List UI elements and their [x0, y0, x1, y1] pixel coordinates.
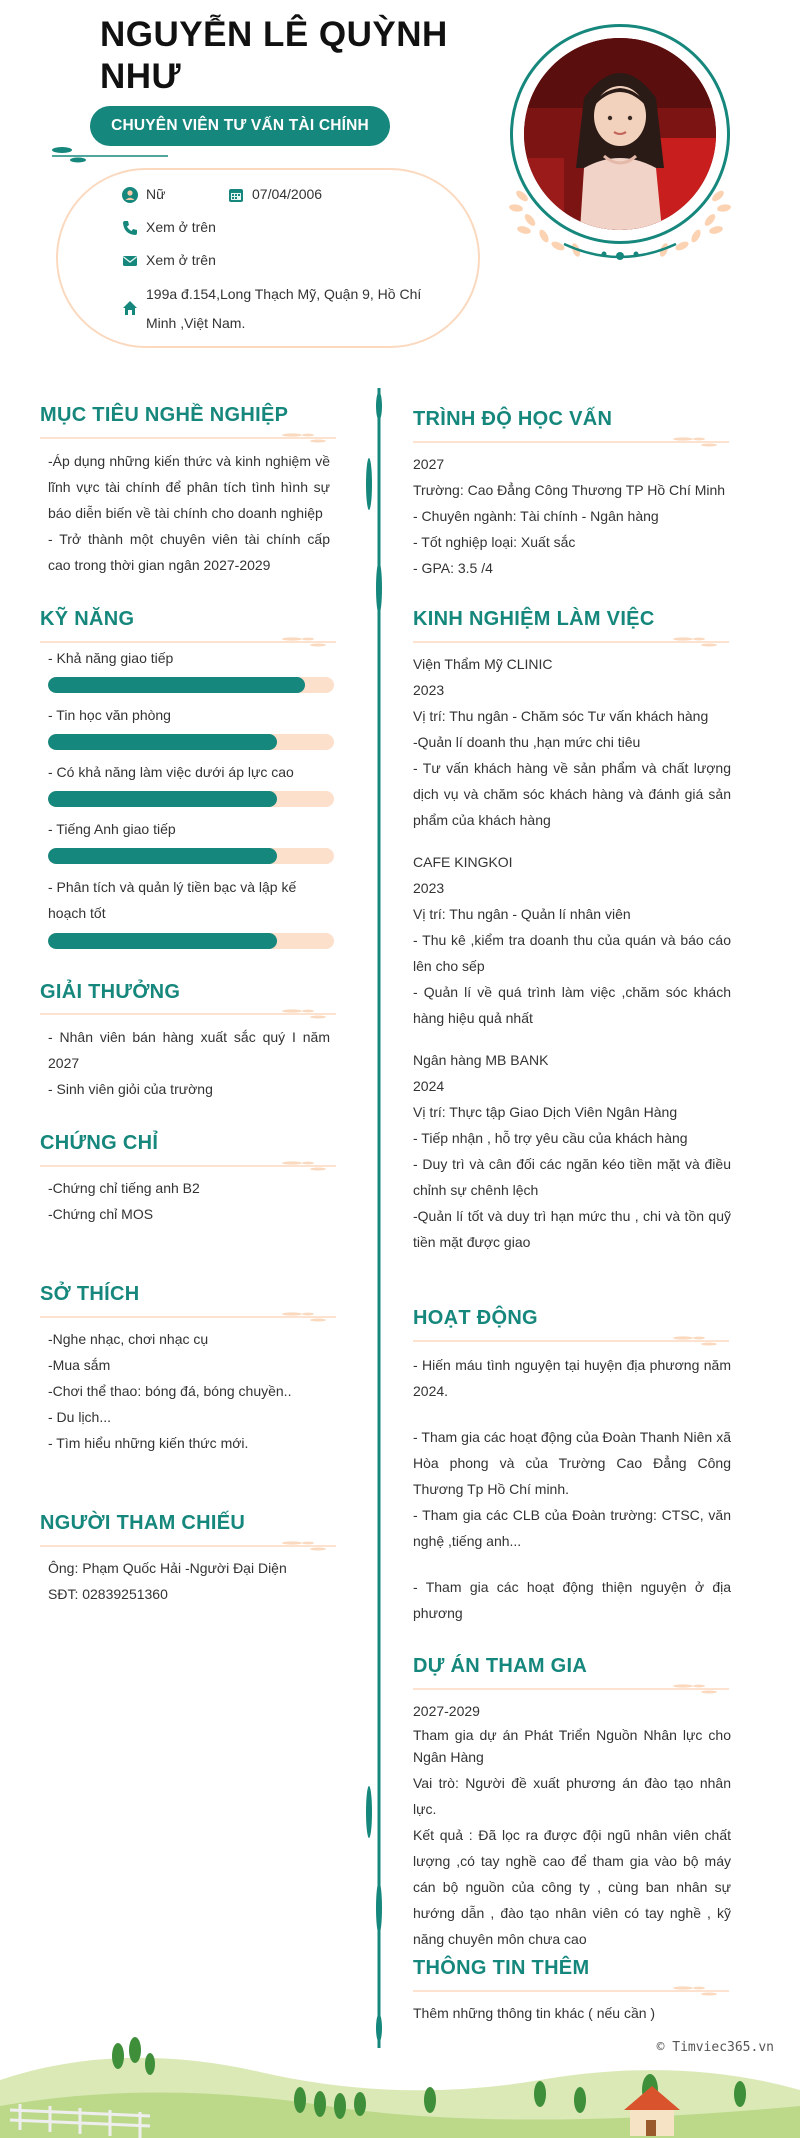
candidate-name: NGUYỄN LÊ QUỲNH NHƯ — [100, 15, 448, 96]
center-divider — [364, 388, 394, 2048]
activities-underline — [413, 1335, 729, 1347]
hobbies-underline — [40, 1311, 336, 1323]
objective-text — [48, 448, 330, 578]
skill-item — [48, 646, 334, 693]
certificates-underline — [40, 1160, 336, 1172]
job-detail: -Quản lí doanh thu ,hạn mức chi tiêu — [413, 734, 641, 750]
skill-item — [48, 760, 334, 807]
skill-fill — [48, 791, 277, 807]
award-line: - Nhân viên bán hàng xuất sắc quý I năm 2027 — [48, 1029, 330, 1071]
phone-icon — [122, 220, 138, 236]
reference-line: Ông: Phạm Quốc Hải -Người Đại Diện — [48, 1560, 287, 1576]
experience-title: KINH NGHIỆM LÀM VIỆC — [413, 608, 655, 630]
awards-title: GIẢI THƯỞNG — [40, 981, 181, 1003]
activity-line: - Tham gia các hoạt động thiện nguyện ở địa phương — [413, 1579, 731, 1621]
skill-bar — [48, 848, 334, 864]
phone-row — [122, 219, 216, 242]
reference-line: SĐT: 02839251360 — [48, 1586, 168, 1602]
extra-info-line: Thêm những thông tin khác ( nếu cần ) — [413, 2005, 656, 2021]
job-entry — [413, 651, 731, 833]
education-title: TRÌNH ĐỘ HỌC VẤN — [413, 408, 613, 430]
certificate-line: -Chứng chỉ tiếng anh B2 — [48, 1180, 200, 1196]
skills-title: KỸ NĂNG — [40, 608, 135, 630]
awards-underline — [40, 1008, 336, 1020]
activities-text — [413, 1352, 731, 1626]
certificates-text — [48, 1175, 330, 1227]
job-entry — [413, 1047, 731, 1255]
hobby-line: - Du lịch... — [48, 1409, 112, 1425]
birthdate-row — [228, 186, 322, 209]
skill-fill — [48, 848, 277, 864]
project-line: 2027-2029 — [413, 1703, 480, 1719]
hobby-line: - Tìm hiểu những kiến thức mới. — [48, 1435, 249, 1451]
site-credit: © Timviec365.vn — [656, 2040, 774, 2055]
skill-fill — [48, 677, 305, 693]
job-year: 2023 — [413, 880, 445, 896]
objective-title: MỤC TIÊU NGHỀ NGHIỆP — [40, 404, 289, 426]
activity-line: - Tham gia các hoạt động của Đoàn Thanh Niên xã Hòa phong và của Trường Cao Đẳng Công Thương Tp Hồ Chí minh. — [413, 1429, 731, 1497]
skill-label: - Tin học văn phòng — [48, 707, 171, 723]
job-detail: Vị trí: Thực tập Giao Dịch Viên Ngân Hàng — [413, 1104, 678, 1120]
job-company: Viện Thẩm Mỹ CLINIC — [413, 656, 553, 672]
projects-underline — [413, 1683, 729, 1695]
calendar-icon — [228, 187, 244, 203]
job-year: 2024 — [413, 1078, 445, 1094]
email-icon — [122, 253, 138, 269]
education-text — [413, 451, 731, 581]
skill-fill — [48, 933, 277, 949]
project-line: Tham gia dự án Phát Triển Nguồn Nhân lực cho Ngân Hàng — [413, 1727, 731, 1765]
skill-item — [48, 874, 334, 949]
certificate-line: -Chứng chỉ MOS — [48, 1206, 154, 1222]
education-underline — [413, 436, 729, 448]
job-entry — [413, 849, 731, 1031]
skill-item — [48, 817, 334, 864]
activities-title: HOẠT ĐỘNG — [413, 1307, 538, 1329]
address-value: 199a đ.154,Long Thạch Mỹ, Quận 9, Hồ Chí Minh ,Việt Nam. — [146, 286, 422, 331]
education-line: - Tốt nghiệp loại: Xuất sắc — [413, 534, 576, 550]
job-detail: - Tư vấn khách hàng về sản phẩm và chất lượng dịch vụ và chăm sóc khách hàng và đánh giá sản phẩm của khách hàng — [413, 760, 731, 828]
job-detail: - Tiếp nhận , hỗ trợ yêu cầu của khách hàng — [413, 1130, 688, 1146]
skill-label: - Có khả năng làm việc dưới áp lực cao — [48, 764, 294, 780]
gender-row — [122, 186, 165, 209]
extra-info-title: THÔNG TIN THÊM — [413, 1957, 590, 1979]
skill-label: - Khả năng giao tiếp — [48, 650, 174, 666]
certificates-title: CHỨNG CHỈ — [40, 1132, 159, 1154]
projects-text — [413, 1698, 731, 1952]
birthdate-value: 07/04/2006 — [252, 186, 323, 202]
profile-photo — [524, 38, 716, 230]
job-detail: - Thu kê ,kiểm tra doanh thu của quán và báo cáo lên cho sếp — [413, 932, 731, 974]
skill-label: - Tiếng Anh giao tiếp — [48, 821, 176, 837]
skill-bar — [48, 734, 334, 750]
cv-header — [0, 0, 800, 360]
job-detail: Vị trí: Thu ngân - Chăm sóc Tư vấn khách hàng — [413, 708, 709, 724]
objective-line: -Áp dụng những kiến thức và kinh nghiệm về lĩnh vực tài chính để phân tích tình hình sự báo diễn biến về tài chính cho doanh nghiệp — [48, 453, 330, 521]
portrait-illustration — [524, 38, 716, 230]
references-underline — [40, 1540, 336, 1552]
job-company: Ngân hàng MB BANK — [413, 1052, 549, 1068]
education-line: 2027 — [413, 456, 445, 472]
objective-line: - Trở thành một chuyên viên tài chính cấp cao trong thời gian ngân 2027-2029 — [48, 531, 330, 573]
extra-info-underline — [413, 1985, 729, 1997]
objective-underline — [40, 432, 336, 444]
hobby-line: -Mua sắm — [48, 1357, 111, 1373]
award-line: - Sinh viên giỏi của trường — [48, 1081, 213, 1097]
hobby-line: -Nghe nhạc, chơi nhạc cụ — [48, 1331, 209, 1347]
experience-underline — [413, 636, 729, 648]
activity-line: - Hiến máu tình nguyện tại huyện địa phương năm 2024. — [413, 1357, 731, 1399]
skill-label: - Phân tích và quản lý tiền bạc và lập kế hoạch tốt — [48, 879, 297, 921]
education-line: - Chuyên ngành: Tài chính - Ngân hàng — [413, 508, 659, 524]
activity-line: - Tham gia các CLB của Đoàn trường: CTSC, văn nghệ ,tiếng anh... — [413, 1507, 731, 1549]
skill-bar — [48, 791, 334, 807]
job-detail: - Duy trì và cân đối các ngăn kéo tiền mặt và điều chỉnh sự chênh lệch — [413, 1156, 731, 1198]
address-row — [122, 286, 422, 338]
phone-value: Xem ở trên — [146, 219, 216, 235]
education-line: - GPA: 3.5 /4 — [413, 560, 493, 576]
hobby-line: -Chơi thể thao: bóng đá, bóng chuyền.. — [48, 1383, 292, 1399]
gender-value: Nữ — [146, 186, 166, 202]
education-line: Trường: Cao Đẳng Công Thương TP Hồ Chí Minh — [413, 482, 726, 498]
email-row — [122, 252, 216, 275]
hobbies-text — [48, 1326, 330, 1456]
awards-text — [48, 1024, 330, 1102]
email-value: Xem ở trên — [146, 252, 216, 268]
job-year: 2023 — [413, 682, 445, 698]
job-detail: -Quản lí tốt và duy trì hạn mức thu , chi và tồn quỹ tiền mặt được giao — [413, 1208, 731, 1250]
project-line: Kết quả : Đã lọc ra được đội ngũ nhân viên chất lượng ,có tay nghề cao để tham gia vào bộ máy cán bộ nguồn của công ty , cùng ban nhân sự hướng dẫn , đào tạo nhân viên có tay nghề , kỹ năng chuyên môn chưa cao — [413, 1827, 731, 1947]
job-company: CAFE KINGKOI — [413, 854, 513, 870]
job-detail: Vị trí: Thu ngân - Quản lí nhân viên — [413, 906, 631, 922]
title-decoration — [48, 146, 188, 166]
profile-photo-frame — [510, 24, 730, 244]
job-title-badge: CHUYÊN VIÊN TƯ VẤN TÀI CHÍNH — [90, 106, 390, 146]
references-title: NGƯỜI THAM CHIẾU — [40, 1512, 246, 1534]
skill-bar — [48, 677, 334, 693]
references-text — [48, 1555, 330, 1607]
projects-title: DỰ ÁN THAM GIA — [413, 1655, 588, 1677]
home-icon — [122, 300, 138, 316]
skill-fill — [48, 734, 277, 750]
project-line: Vai trò: Người đề xuất phương án đào tạo nhân lực. — [413, 1775, 731, 1817]
skill-item — [48, 703, 334, 750]
landscape-footer — [0, 2020, 800, 2138]
user-icon — [122, 187, 138, 203]
job-detail: - Quản lí về quá trình làm việc ,chăm sóc khách hàng hiệu quả nhất — [413, 984, 731, 1026]
hobbies-title: SỞ THÍCH — [40, 1283, 140, 1305]
skill-bar — [48, 933, 334, 949]
